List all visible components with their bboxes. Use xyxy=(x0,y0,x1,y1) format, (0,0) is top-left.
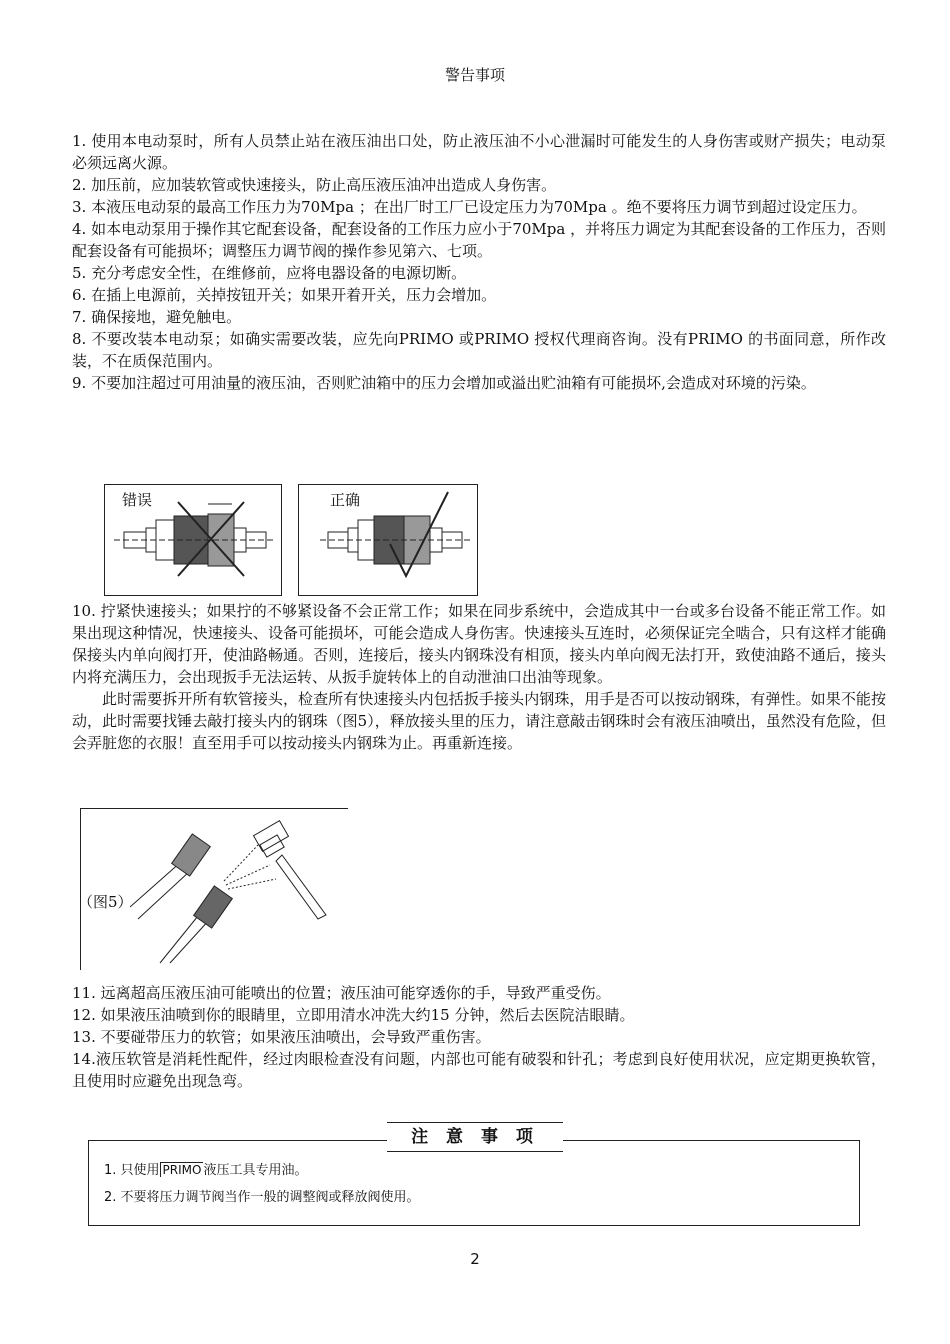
warning-item-6: 6. 在插上电源前，关掉按钮开关；如果开着开关，压力会增加。 xyxy=(72,286,497,304)
page-title: 警告事项 xyxy=(444,66,505,84)
warning-item-8: 8. 不要改装本电动泵；如确实需要改装，应先向PRIMO 或PRIMO 授权代理商咨询。没有PRIMO 的书面同意，所作改装，不在质保范围内。 xyxy=(72,330,886,370)
warning-10 xyxy=(72,600,886,754)
notice-line-1 xyxy=(104,1159,307,1178)
figure5-top-rule xyxy=(80,808,348,809)
notice-line-1-prefix: 1. 只使用 xyxy=(104,1163,160,1178)
warning-item-14: 14.液压软管是消耗性配件，经过肉眼检查没有问题，内部也可能有破裂和针孔；考虑到良好使用状况，应定期更换软管，且使用时应避免出现急弯。 xyxy=(72,1050,886,1090)
notice-brand: PRIMO xyxy=(160,1162,204,1177)
figure5-left-rule xyxy=(80,808,81,970)
warning-item-12: 12. 如果液压油喷到你的眼睛里，立即用清水冲洗大约15 分钟，然后去医院洁眼睛。 xyxy=(72,1006,635,1024)
warning-item-1: 1. 使用本电动泵时，所有人员禁止站在液压油出口处，防止液压油不小心泄漏时可能发生的人身伤害或财产损失；电动泵必须远离火源。 xyxy=(72,132,886,172)
notice-box xyxy=(88,1140,860,1226)
notice-line-2: 2. 不要将压力调节阀当作一般的调整阀或释放阀使用。 xyxy=(104,1190,420,1205)
warning-item-5: 5. 充分考虑安全性，在维修前，应将电器设备的电源切断。 xyxy=(72,264,467,282)
figure-wrong-label: 错误 xyxy=(122,491,153,509)
warning-item-10: 10. 拧紧快速接头；如果拧的不够紧设备不会正常工作；如果在同步系统中，会造成其中一台或多台设备不能正常工作。如果出现这种情况，快速接头、设备可能损坏，可能会造成人身伤害。快速接头互连时，必须保证完全啮合，只有这样才能确保接头内单向阀打开，使油路畅通。否则，连接后，接头内钢珠没有相顶，接头内单向阀无法打开，致使油路不通后，接头内将充满压力，会出现扳手无法运转、从扳手旋转体上的自动泄油口出油等现象。 xyxy=(72,602,886,686)
figure5-label: （图5） xyxy=(78,893,133,911)
coupling-wrong-drawing xyxy=(104,484,280,594)
warning-list-2 xyxy=(72,982,886,1092)
page-number: 2 xyxy=(470,1250,480,1268)
figure-right-label: 正确 xyxy=(330,491,361,509)
warning-item-7: 7. 确保接地，避免触电。 xyxy=(72,308,242,326)
hammer-coupling-drawing xyxy=(130,815,370,965)
warning-item-9: 9. 不要加注超过可用油量的液压油，否则贮油箱中的压力会增加或溢出贮油箱有可能损坏,会造成对环境的污染。 xyxy=(72,374,816,392)
coupling-right-drawing xyxy=(298,484,476,594)
warning-item-11: 11. 远离超高压液压油可能喷出的位置；液压油可能穿透你的手，导致严重受伤。 xyxy=(72,984,611,1002)
warning-item-3: 3. 本液压电动泵的最高工作压力为70Mpa ；在出厂时工厂已设定压力为70Mpa 。绝不要将压力调节到超过设定压力。 xyxy=(72,198,867,216)
warning-list-1 xyxy=(72,130,886,394)
warning-item-2: 2. 加压前，应加装软管或快速接头，防止高压液压油冲出造成人身伤害。 xyxy=(72,176,557,194)
warning-item-13: 13. 不要碰带压力的软管；如果液压油喷出，会导致严重伤害。 xyxy=(72,1028,491,1046)
notice-heading: 注 意 事 项 xyxy=(387,1122,563,1152)
warning-item-10-note: 此时需要拆开所有软管接头，检查所有快速接头内包括扳手接头内钢珠，用手是否可以按动钢珠，有弹性。如果不能按动，此时需要找锤去敲打接头内的钢珠（图5），释放接头里的压力，请注意敲击钢珠时会有液压油喷出，虽然没有危险，但会弄脏您的衣服！直至用手可以按动接头内钢珠为止。再重新连接。 xyxy=(72,690,886,752)
warning-item-4: 4. 如本电动泵用于操作其它配套设备，配套设备的工作压力应小于70Mpa ，并将压力调定为其配套设备的工作压力，否则配套设备有可能损坏；调整压力调节阀的操作参见第六、七项。 xyxy=(72,220,886,260)
notice-line-1-suffix: 液压工具专用油。 xyxy=(203,1163,308,1178)
